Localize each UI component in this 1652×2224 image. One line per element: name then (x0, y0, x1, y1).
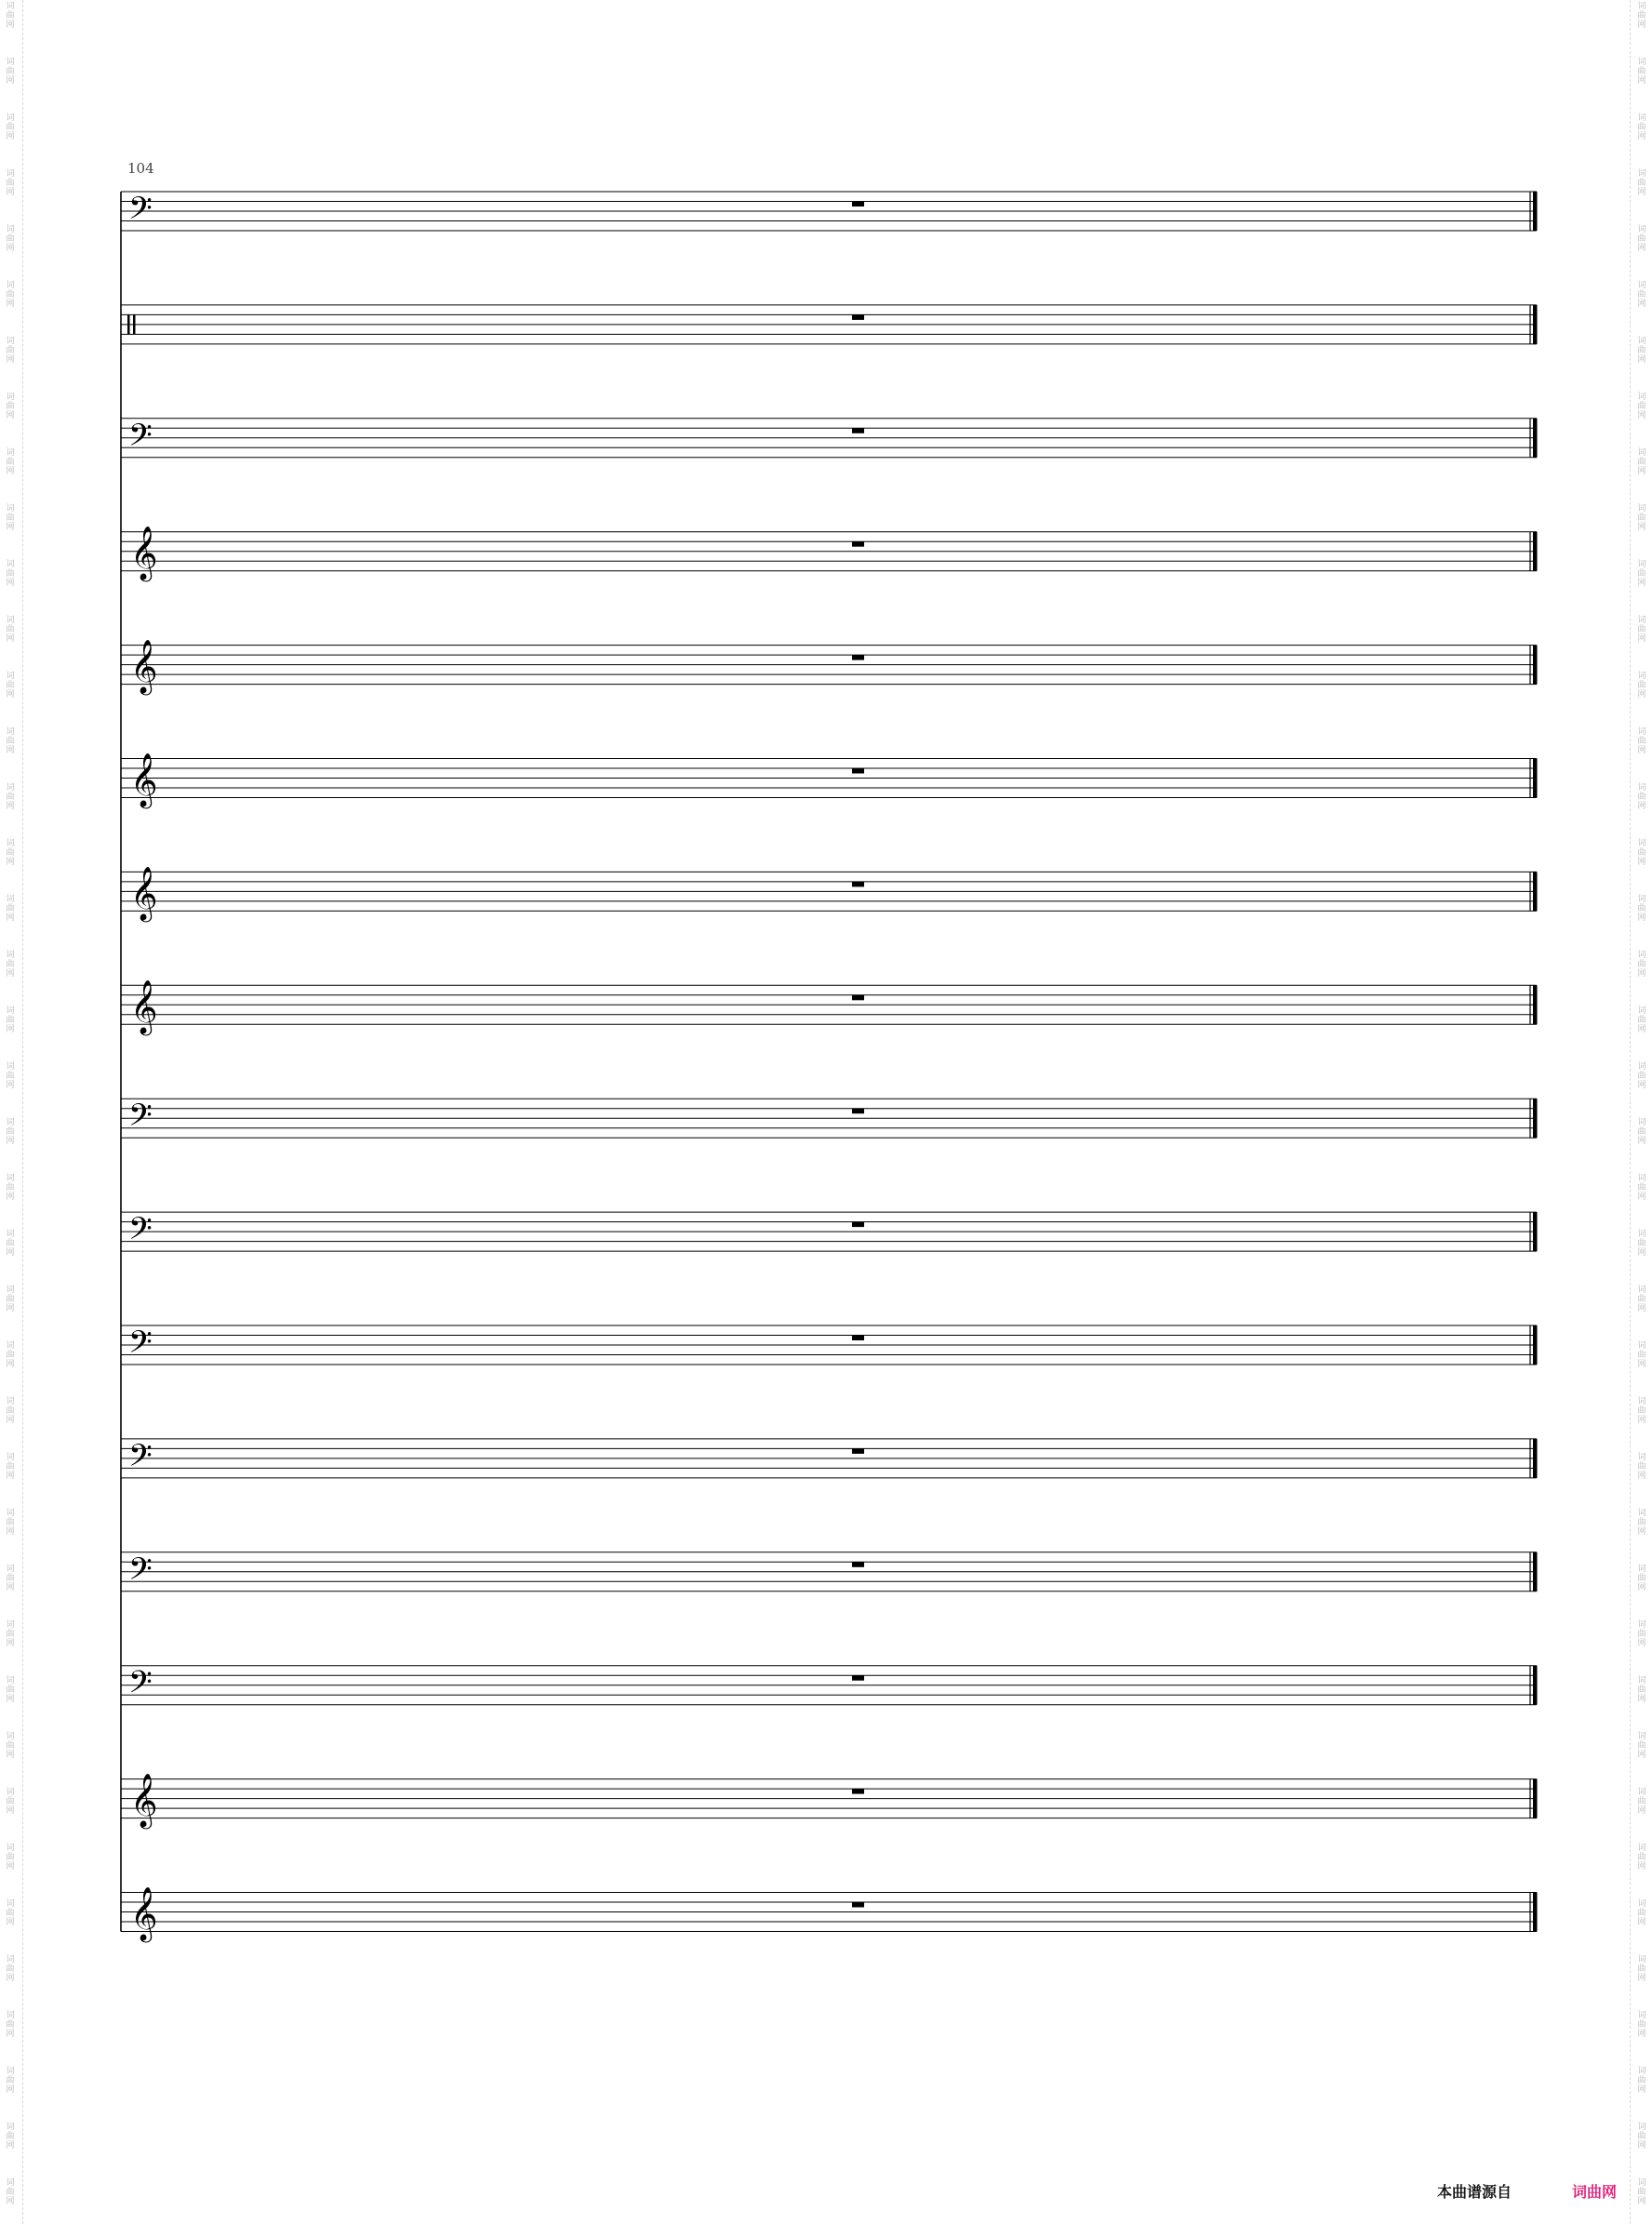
staff-treble-7 (121, 866, 1538, 923)
watermark-mark: 词 曲 网 (6, 1397, 15, 1425)
staff-bass-1 (121, 192, 1538, 234)
watermark-mark: 词 曲 网 (6, 1285, 15, 1313)
watermark-mark: 词 曲 网 (6, 1174, 15, 1202)
watermark-mark: 词 曲 网 (6, 1341, 15, 1369)
watermark-mark: 词 曲 网 (1637, 1955, 1646, 1983)
staff-bass-11 (121, 1325, 1538, 1368)
watermark-mark: 词 曲 网 (1637, 225, 1646, 253)
watermark-mark: 词 曲 网 (1637, 1788, 1646, 1816)
watermark-mark: 词 曲 网 (6, 1899, 15, 1927)
whole-rest-icon (852, 768, 864, 774)
watermark-mark: 词 曲 网 (6, 783, 15, 811)
watermark-mark: 词 曲 网 (1637, 113, 1646, 141)
whole-rest-icon (852, 202, 864, 207)
watermark-mark: 词 曲 网 (6, 1453, 15, 1481)
whole-rest-icon (852, 655, 864, 660)
percussion-clef-bar-right (133, 314, 136, 334)
final-barline-thick (1533, 1666, 1538, 1705)
treble-clef-icon: 𝄞 (130, 979, 158, 1033)
watermark-mark: 词 曲 网 (1637, 2, 1646, 30)
watermark-mark: 词 曲 网 (1637, 1509, 1646, 1537)
watermark-mark: 词 曲 网 (6, 1565, 15, 1592)
watermark-mark: 词 曲 网 (6, 1788, 15, 1816)
watermark-mark: 词 曲 网 (1637, 1620, 1646, 1648)
final-barline-thick (1533, 1325, 1538, 1365)
watermark-mark: 词 曲 网 (1637, 281, 1646, 309)
staff-treble-5 (121, 639, 1538, 696)
watermark-mark: 词 曲 网 (1637, 1285, 1646, 1313)
watermark-mark: 词 曲 网 (6, 1509, 15, 1537)
watermark-mark: 词 曲 网 (6, 393, 15, 420)
whole-rest-icon (852, 995, 864, 1001)
watermark-mark: 词 曲 网 (1637, 1230, 1646, 1258)
staff-bass-9 (121, 1099, 1538, 1141)
watermark-mark: 词 曲 网 (6, 951, 15, 979)
watermark-mark: 词 曲 网 (6, 2067, 15, 2095)
watermark-mark: 词 曲 网 (6, 113, 15, 141)
footer-site-link[interactable]: 词曲网 (1572, 2183, 1618, 2201)
final-barline-thick (1533, 1439, 1538, 1478)
watermark-mark: 词 曲 网 (1637, 1844, 1646, 1871)
watermark-mark: 词 曲 网 (1637, 1453, 1646, 1481)
staff-treble-16 (121, 1886, 1538, 1943)
watermark-mark: 词 曲 网 (6, 672, 15, 699)
bass-clef-icon: 𝄢 (128, 418, 153, 461)
whole-rest-icon (852, 1789, 864, 1794)
watermark-mark: 词 曲 网 (1637, 727, 1646, 755)
watermark-mark: 词 曲 网 (6, 1118, 15, 1146)
watermark-mark: 词 曲 网 (6, 1620, 15, 1648)
watermark-mark: 词 曲 网 (1637, 1676, 1646, 1704)
measure-number: 104 (127, 160, 154, 177)
final-barline-thick (1533, 1779, 1538, 1818)
watermark-mark: 词 曲 网 (1637, 448, 1646, 476)
watermark-mark: 词 曲 网 (6, 1006, 15, 1034)
final-barline-thick (1533, 532, 1538, 571)
watermark-mark: 词 曲 网 (6, 1955, 15, 1983)
watermark-mark: 词 曲 网 (1637, 1118, 1646, 1146)
watermark-mark: 词 曲 网 (6, 504, 15, 532)
footer-source-label: 本曲谱源自 (1437, 2183, 1512, 2201)
watermark-mark: 词 曲 网 (6, 1732, 15, 1760)
bass-clef-icon: 𝄢 (128, 1665, 153, 1709)
watermark-mark: 词 曲 网 (1637, 1565, 1646, 1592)
watermark-mark: 词 曲 网 (1637, 951, 1646, 979)
whole-rest-icon (852, 1109, 864, 1114)
watermark-mark: 词 曲 网 (1637, 2178, 1646, 2206)
watermark-mark: 词 曲 网 (1637, 337, 1646, 365)
watermark-mark: 词 曲 网 (1637, 783, 1646, 811)
watermark-mark: 词 曲 网 (6, 1844, 15, 1871)
watermark-mark: 词 曲 网 (1637, 895, 1646, 923)
final-barline-thick (1533, 759, 1538, 798)
watermark-mark: 词 曲 网 (6, 560, 15, 588)
staff-treble-15 (121, 1773, 1538, 1830)
watermark-mark: 词 曲 网 (6, 1062, 15, 1090)
final-barline-thick (1533, 192, 1538, 231)
treble-clef-icon: 𝄞 (130, 865, 158, 920)
watermark-mark: 词 曲 网 (1637, 672, 1646, 699)
whole-rest-icon (852, 1562, 864, 1567)
watermark-mark: 词 曲 网 (1637, 2123, 1646, 2151)
final-barline-thick (1533, 872, 1538, 911)
watermark-mark: 词 曲 网 (6, 2123, 15, 2151)
whole-rest-icon (852, 541, 864, 547)
watermark-mark: 词 曲 网 (6, 727, 15, 755)
watermark-mark: 词 曲 网 (6, 448, 15, 476)
watermark-mark: 词 曲 网 (6, 2011, 15, 2039)
watermark-mark: 词 曲 网 (6, 281, 15, 309)
final-barline-thick (1533, 1552, 1538, 1591)
bass-clef-icon: 𝄢 (128, 1438, 153, 1482)
bass-clef-icon: 𝄢 (128, 191, 153, 234)
whole-rest-icon (852, 314, 864, 320)
whole-rest-icon (852, 1222, 864, 1228)
staff-bass-12 (121, 1438, 1538, 1481)
bass-clef-icon: 𝄢 (128, 1325, 153, 1368)
bass-clef-icon: 𝄢 (128, 1098, 153, 1141)
watermark-mark: 词 曲 网 (1637, 504, 1646, 532)
treble-clef-icon: 𝄞 (130, 526, 158, 580)
bass-clef-icon: 𝄢 (128, 1551, 153, 1595)
staff-percussion-2 (121, 305, 1538, 344)
watermark-mark: 词 曲 网 (6, 839, 15, 867)
watermark-mark: 词 曲 网 (1637, 616, 1646, 644)
staff-bass-10 (121, 1212, 1538, 1255)
whole-rest-icon (852, 1675, 864, 1681)
watermark-mark: 词 曲 网 (1637, 1732, 1646, 1760)
watermark-mark: 词 曲 网 (6, 2178, 15, 2206)
watermark-mark: 词 曲 网 (1637, 1899, 1646, 1927)
watermark-mark: 词 曲 网 (6, 169, 15, 197)
watermark-mark: 词 曲 网 (1637, 2011, 1646, 2039)
watermark-mark: 词 曲 网 (6, 1230, 15, 1258)
footer-credit (1437, 2180, 1623, 2203)
treble-clef-icon: 𝄞 (130, 1773, 158, 1828)
watermark-mark: 词 曲 网 (1637, 1174, 1646, 1202)
watermark-mark: 词 曲 网 (1637, 2067, 1646, 2095)
watermark-mark: 词 曲 网 (1637, 1062, 1646, 1090)
staff-treble-4 (121, 526, 1538, 582)
whole-rest-icon (852, 428, 864, 433)
bass-clef-icon: 𝄢 (128, 1211, 153, 1255)
watermark-mark: 词 曲 网 (1637, 393, 1646, 420)
whole-rest-icon (852, 882, 864, 887)
watermark-mark: 词 曲 网 (1637, 58, 1646, 86)
watermark-mark: 词 曲 网 (6, 616, 15, 644)
watermark-mark: 词 曲 网 (1637, 1341, 1646, 1369)
final-barline-thick (1533, 419, 1538, 458)
watermark-mark: 词 曲 网 (6, 337, 15, 365)
final-barline-thick (1533, 646, 1538, 685)
staff-bass-14 (121, 1665, 1538, 1708)
watermark-mark: 词 曲 网 (1637, 1397, 1646, 1425)
watermark-mark: 词 曲 网 (6, 225, 15, 253)
whole-rest-icon (852, 1448, 864, 1454)
final-barline-thick (1533, 1893, 1538, 1932)
staff-bass-13 (121, 1551, 1538, 1594)
final-barline-thick (1533, 1099, 1538, 1138)
watermark-mark: 词 曲 网 (1637, 169, 1646, 197)
watermark-mark: 词 曲 网 (6, 1676, 15, 1704)
treble-clef-icon: 𝄞 (130, 1886, 158, 1940)
treble-clef-icon: 𝄞 (130, 752, 158, 806)
watermark-mark: 词 曲 网 (6, 895, 15, 923)
watermark-mark: 词 曲 网 (6, 2, 15, 30)
whole-rest-icon (852, 1902, 864, 1908)
staff-treble-8 (121, 979, 1538, 1036)
staff-bass-3 (121, 418, 1538, 460)
watermark-mark: 词 曲 网 (1637, 839, 1646, 867)
final-barline-thick (1533, 985, 1538, 1024)
final-barline-thick (1533, 1212, 1538, 1251)
watermark-mark: 词 曲 网 (6, 58, 15, 86)
watermark-mark: 词 曲 网 (1637, 560, 1646, 588)
whole-rest-icon (852, 1336, 864, 1341)
treble-clef-icon: 𝄞 (130, 639, 158, 694)
watermark-mark: 词 曲 网 (1637, 1006, 1646, 1034)
staff-treble-6 (121, 752, 1538, 809)
percussion-clef-bar-left (127, 314, 130, 334)
final-barline-thick (1533, 305, 1538, 344)
